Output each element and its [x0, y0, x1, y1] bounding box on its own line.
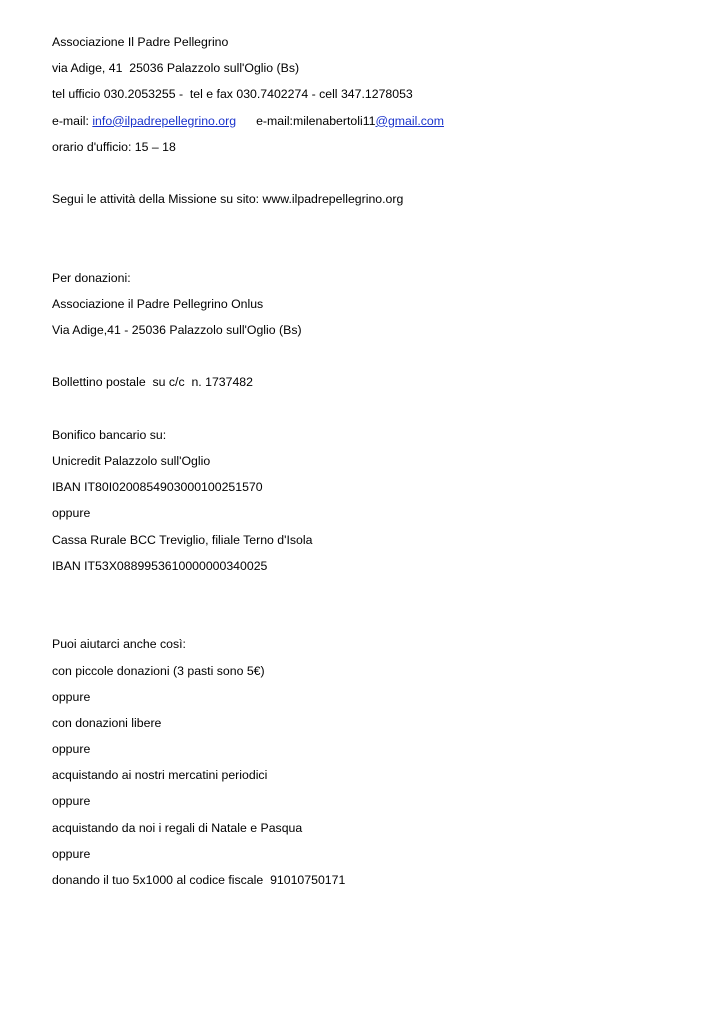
- postal-account: Bollettino postale su c/c n. 1737482: [52, 375, 253, 390]
- help-item: con donazioni libere: [52, 715, 162, 730]
- donations-org: Associazione il Padre Pellegrino Onlus: [52, 296, 264, 311]
- office-hours: orario d'ufficio: 15 – 18: [52, 139, 176, 154]
- help-item: con piccole donazioni (3 pasti sono 5€): [52, 663, 265, 678]
- bank-or: oppure: [52, 506, 91, 521]
- email-label: e-mail:: [52, 113, 93, 128]
- website-line: Segui le attività della Missione su sito: www.ilpadrepellegrino.org: [52, 192, 404, 207]
- spacer: [52, 165, 692, 191]
- bank1-name: Unicredit Palazzolo sull'Oglio: [52, 454, 211, 469]
- help-item: oppure: [52, 846, 91, 861]
- association-address: via Adige, 41 25036 Palazzolo sull'Oglio (Bs): [52, 61, 300, 76]
- spacer: [52, 401, 692, 427]
- association-name: Associazione Il Padre Pellegrino: [52, 35, 229, 49]
- email-line: [52, 113, 692, 139]
- bank1-iban: IBAN IT80I0200854903000100251570: [52, 480, 263, 495]
- help-item: oppure: [52, 794, 91, 809]
- help-item: donando il tuo 5x1000 al codice fiscale 91010750171: [52, 873, 346, 888]
- help-item: acquistando da noi i regali di Natale e Pasqua: [52, 820, 303, 835]
- email2-prefix: e-mail:milenabertoli11: [256, 113, 376, 128]
- help-heading: Puoi aiutarci anche così:: [52, 637, 186, 652]
- bank-transfer-heading: Bonifico bancario su:: [52, 427, 167, 442]
- spacer: [52, 348, 692, 374]
- document-page: [52, 34, 692, 898]
- help-item: acquistando ai nostri mercatini periodici: [52, 768, 268, 783]
- phone-numbers: tel ufficio 030.2053255 - tel e fax 030.7402274 - cell 347.1278053: [52, 87, 413, 102]
- bank2-name: Cassa Rurale BCC Treviglio, filiale Terno d'Isola: [52, 532, 313, 547]
- gmail-email-link[interactable]: @gmail.com: [375, 113, 444, 128]
- help-item: oppure: [52, 689, 91, 704]
- spacer: [52, 584, 692, 636]
- info-email-link[interactable]: info@ilpadrepellegrino.org: [92, 113, 237, 128]
- donations-heading: Per donazioni:: [52, 270, 131, 285]
- spacer: [52, 217, 692, 269]
- help-item: oppure: [52, 742, 91, 757]
- bank2-iban: IBAN IT53X0889953610000000340025: [52, 558, 268, 573]
- donations-address: Via Adige,41 - 25036 Palazzolo sull'Oglio (Bs): [52, 323, 302, 338]
